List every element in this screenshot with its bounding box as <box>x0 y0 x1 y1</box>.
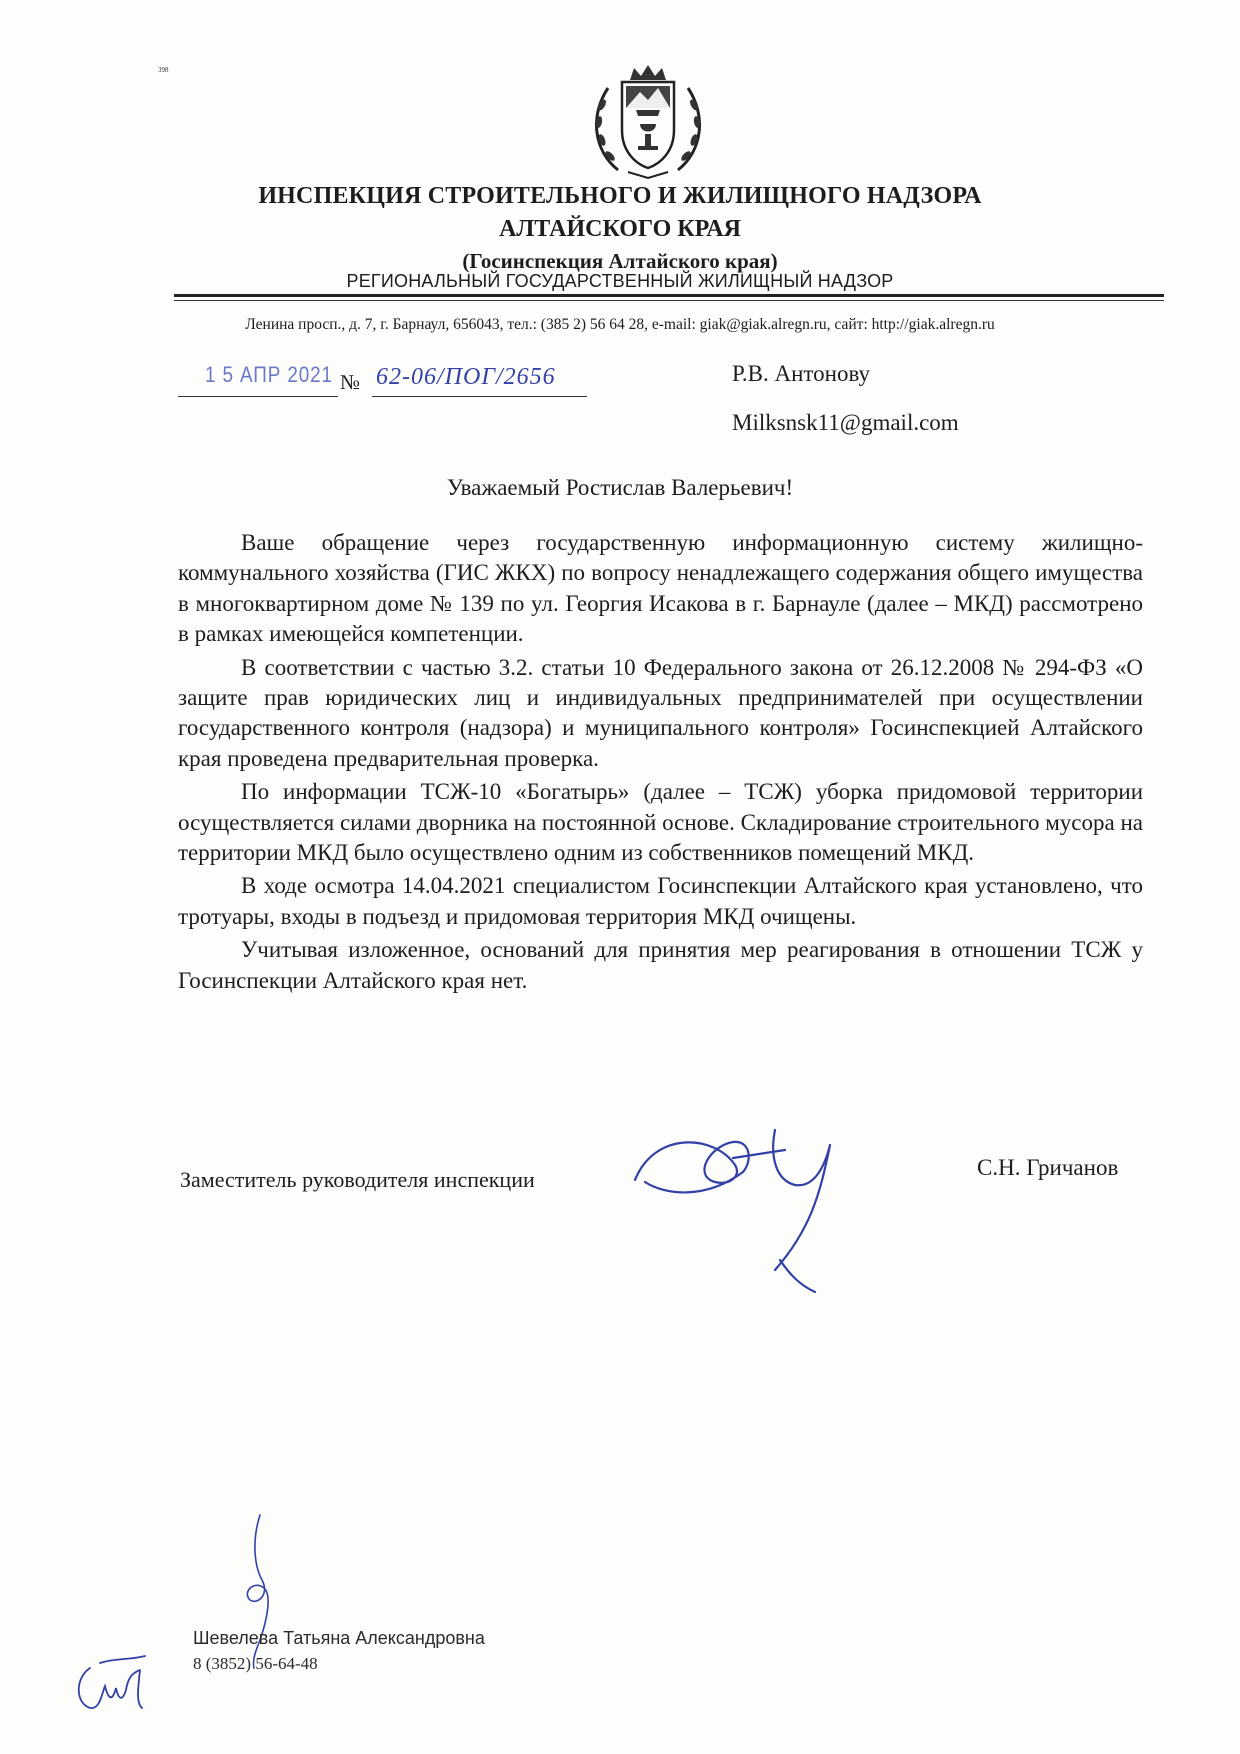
greeting: Уважаемый Ростислав Валерьевич! <box>446 475 794 500</box>
signer-position: Заместитель руководителя инспекции <box>180 1167 535 1192</box>
service-name: РЕГИОНАЛЬНЫЙ ГОСУДАРСТВЕННЫЙ ЖИЛИЩНЫЙ НАДЗОР <box>346 271 894 291</box>
number-underline <box>372 396 587 397</box>
organization-short-name: (Госинспекция Алтайского края) <box>462 249 778 273</box>
paragraph: Учитывая изложенное, оснований для принятия мер реагирования в отношении ТСЖ у Госинспекции Алтайского края нет. <box>178 937 1143 993</box>
registration-number: 62-06/ПОГ/2656 <box>376 364 556 390</box>
contact-line: Ленина просп., д. 7, г. Барнаул, 656043, тел.: (385 2) 56 64 28, e-mail: giak@giak.alregn.ru, сайт: http://giak.alregn.ru <box>245 316 995 333</box>
handwritten-signature <box>625 1110 865 1300</box>
signer-name: С.Н. Гричанов <box>977 1155 1119 1180</box>
date-stamp: 1 5 АПР 2021 <box>205 362 333 387</box>
date-underline <box>178 396 338 397</box>
approval-signature <box>70 1648 160 1718</box>
header-rule-thin <box>174 300 1164 301</box>
addressee-email: Milksnsk11@gmail.com <box>732 410 959 435</box>
executor-name: Шевелева Татьяна Александровна <box>193 1628 485 1648</box>
paragraph: Ваше обращение через государственную информационную систему жилищно-коммунального хозяйства (ГИС ЖКХ) по вопросу ненадлежащего содержания общего имущества в многоквартирном доме № 139 по ул. Георгия Исакова в г. Барнауле (далее – МКД) рассмотрено в рамках имеющейся компетенции. <box>178 530 1143 647</box>
organization-name-line1: ИНСПЕКЦИЯ СТРОИТЕЛЬНОГО И ЖИЛИЩНОГО НАДЗОРА <box>258 183 982 209</box>
letter-body <box>178 528 1143 999</box>
addressee-name: Р.В. Антонову <box>732 361 871 386</box>
executor-phone: 8 (3852) 56-64-48 <box>193 1654 318 1673</box>
paragraph: В ходе осмотра 14.04.2021 специалистом Госинспекции Алтайского края установлено, что тротуары, входы в подъезд и придомовая территория МКД очищены. <box>178 873 1143 929</box>
organization-name-line2: АЛТАЙСКОГО КРАЯ <box>499 216 741 242</box>
number-sign: № <box>340 370 361 394</box>
coat-of-arms-emblem <box>588 60 708 185</box>
page-mark: 398 <box>158 66 169 74</box>
header-rule-thick <box>174 294 1164 297</box>
paragraph: По информации ТСЖ-10 «Богатырь» (далее – ТСЖ) уборка придомовой территории осуществляется силами дворника на постоянной основе. Складирование строительного мусора на территории МКД было осуществлено одним из собственников помещений МКД. <box>178 779 1143 866</box>
paragraph: В соответствии с частью 3.2. статьи 10 Федерального закона от 26.12.2008 № 294-ФЗ «О защите прав юридических лиц и индивидуальных предпринимателей при осуществлении государственного контроля (надзора) и муниципального контроля» Госинспекцией Алтайского края проведена предварительная проверка. <box>178 654 1143 771</box>
